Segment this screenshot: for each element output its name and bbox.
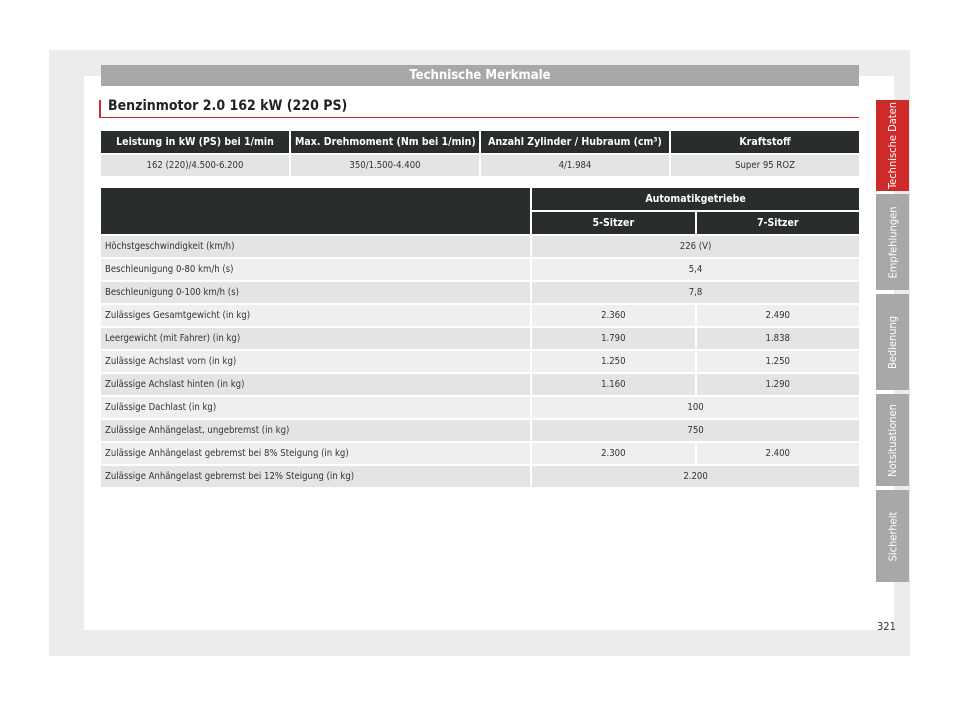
cell-power: 162 (220)/4.500-6.200 (101, 155, 289, 176)
row-value-5-seats: 1.250 (532, 351, 694, 372)
side-tab-label: Sicherheit (886, 511, 899, 561)
engine-table (99, 129, 861, 178)
row-label: Beschleunigung 0-80 km/h (s) (101, 259, 530, 280)
row-label: Zulässige Anhängelast, ungebremst (in kg) (101, 420, 530, 441)
col-header-fuel: Kraftstoff (671, 131, 859, 153)
row-value-merged: 5,4 (532, 259, 859, 280)
side-tab-1[interactable] (876, 194, 909, 290)
row-value-5-seats: 1.160 (532, 374, 694, 395)
row-value-7-seats: 1.838 (697, 328, 859, 349)
row-label: Zulässige Dachlast (in kg) (101, 397, 530, 418)
chapter-header-bar (101, 65, 859, 86)
row-value-7-seats: 2.490 (697, 305, 859, 326)
row-value-merged: 750 (532, 420, 859, 441)
row-value-7-seats: 1.290 (697, 374, 859, 395)
page-number: 321 (877, 620, 896, 633)
row-value-merged: 226 (V) (532, 236, 859, 257)
cell-cylinders: 4/1.984 (481, 155, 669, 176)
row-label: Zulässige Anhängelast gebremst bei 12% Steigung (in kg) (101, 466, 530, 487)
col-header-power: Leistung in kW (PS) bei 1/min (101, 131, 289, 153)
side-tab-label: Notsituationen (886, 403, 899, 477)
specs-header-blank (101, 188, 530, 234)
side-tab-4[interactable] (876, 490, 909, 582)
side-tab-2[interactable] (876, 294, 909, 390)
row-label: Zulässige Achslast vorn (in kg) (101, 351, 530, 372)
side-tab-3[interactable] (876, 394, 909, 486)
side-tab-label: Empfehlungen (886, 206, 899, 278)
row-value-merged: 100 (532, 397, 859, 418)
side-tab-label: Technische Daten (886, 101, 900, 190)
row-label: Beschleunigung 0-100 km/h (s) (101, 282, 530, 303)
row-value-merged: 7,8 (532, 282, 859, 303)
table-row (101, 282, 859, 303)
cell-torque: 350/1.500-4.400 (291, 155, 479, 176)
row-label: Zulässige Achslast hinten (in kg) (101, 374, 530, 395)
sub-header-5-seats: 5-Sitzer (532, 212, 694, 234)
chapter-title: Technische Merkmale (409, 68, 551, 83)
row-label: Höchstgeschwindigkeit (km/h) (101, 236, 530, 257)
side-tab-label: Bedienung (886, 315, 900, 369)
table-row (101, 420, 859, 441)
table-row (101, 328, 859, 349)
side-tab-0[interactable] (876, 100, 909, 191)
row-value-5-seats: 2.300 (532, 443, 694, 464)
section-title: Benzinmotor 2.0 162 kW (220 PS) (108, 98, 348, 114)
engine-table-header (101, 131, 859, 153)
specs-table (99, 186, 861, 489)
table-row (101, 397, 859, 418)
col-header-torque: Max. Drehmoment (Nm bei 1/min) (291, 131, 479, 153)
table-row (101, 236, 859, 257)
col-header-cylinders: Anzahl Zylinder / Hubraum (cm³) (481, 131, 669, 153)
row-value-7-seats: 2.400 (697, 443, 859, 464)
row-value-merged: 2.200 (532, 466, 859, 487)
title-accent-mark (99, 100, 101, 118)
group-header-automatic: Automatikgetriebe (532, 188, 859, 210)
table-row (101, 466, 859, 487)
specs-table-group-header (101, 188, 859, 210)
row-value-7-seats: 1.250 (697, 351, 859, 372)
table-row (101, 443, 859, 464)
table-row (101, 351, 859, 372)
row-label: Zulässiges Gesamtgewicht (in kg) (101, 305, 530, 326)
sub-header-7-seats: 7-Sitzer (697, 212, 859, 234)
table-row (101, 305, 859, 326)
row-label: Leergewicht (mit Fahrer) (in kg) (101, 328, 530, 349)
cell-fuel: Super 95 ROZ (671, 155, 859, 176)
row-value-5-seats: 1.790 (532, 328, 694, 349)
table-row (101, 259, 859, 280)
table-row (101, 374, 859, 395)
row-value-5-seats: 2.360 (532, 305, 694, 326)
title-underline (101, 117, 859, 118)
table-row (101, 155, 859, 176)
row-label: Zulässige Anhängelast gebremst bei 8% Steigung (in kg) (101, 443, 530, 464)
